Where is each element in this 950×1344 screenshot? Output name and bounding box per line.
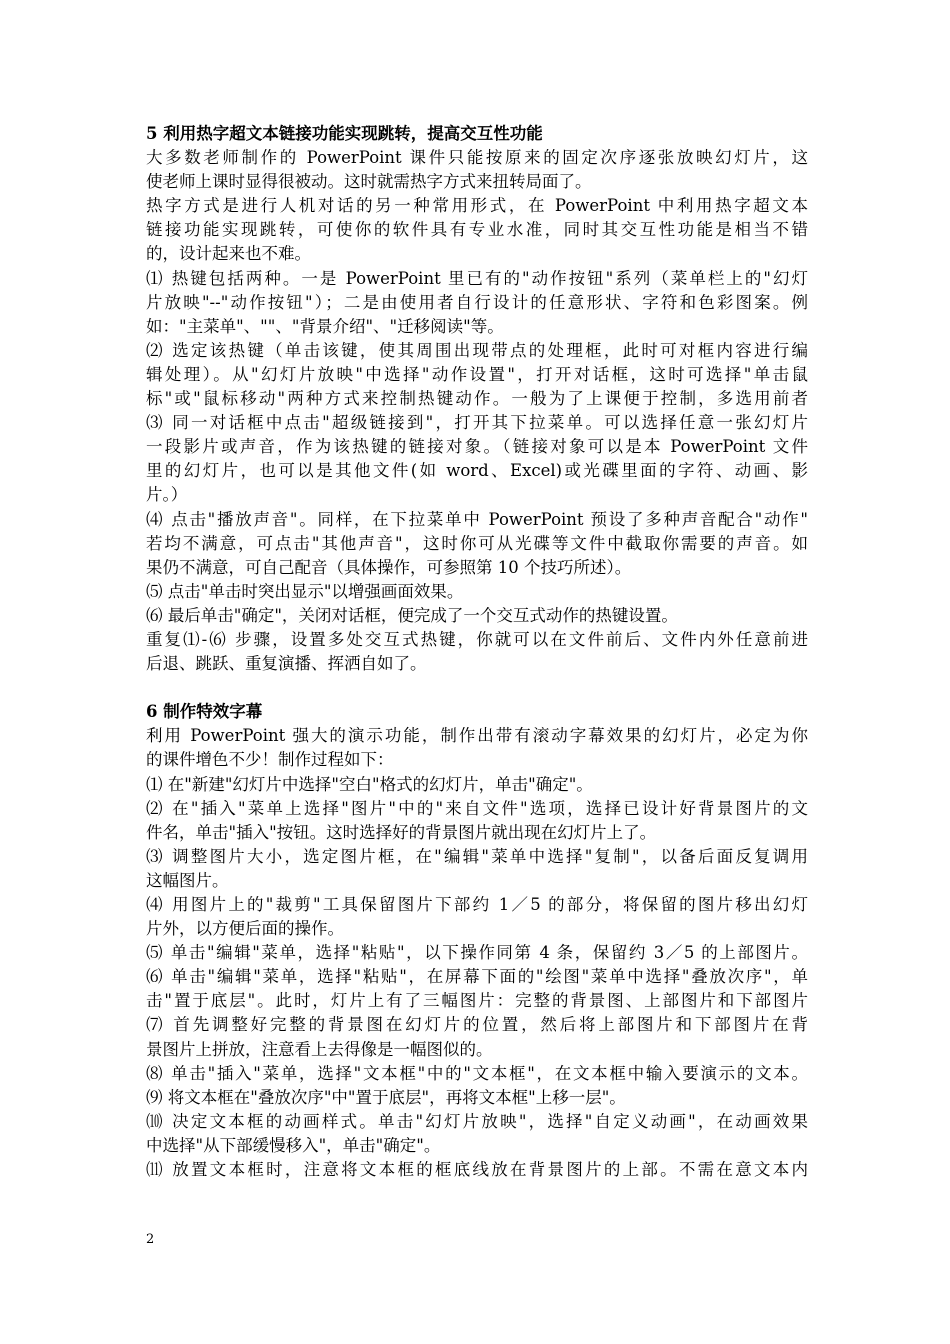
paragraph-line: ⑶ 同一对话框中点击"超级链接到"，打开其下拉菜单。可以选择任意一张幻灯片 [146,413,808,433]
paragraph-line: ⑸ 点击"单击时突出显示"以增强画面效果。 [146,581,464,601]
paragraph-line: 大多数老师制作的 PowerPoint 课件只能按原来的固定次序逐张放映幻灯片，这 [146,148,808,168]
paragraph-line: ⑽ 决定文本框的动画样式。单击"幻灯片放映"，选择"自定义动画"，在动画效果 [146,1111,808,1131]
paragraph-line: 果仍不满意，可自己配音（具体操作，可参照第 10 个技巧所述）。 [146,557,632,577]
paragraph-line: ⑵ 在"插入"菜单上选择"图片"中的"来自文件"选项，选择已设计好背景图片的文 [146,798,808,818]
paragraph-line: ⑸ 单击"编辑"菜单，选择"粘贴"，以下操作同第 4 条，保留约 3／5 的上部图片。 [146,943,808,963]
paragraph-line: 热字方式是进行人机对话的另一种常用形式，在 PowerPoint 中利用热字超文本 [146,196,808,216]
paragraph-line: ⑵ 选定该热键（单击该键，使其周围出现带点的处理框，此时可对框内容进行编 [146,340,808,360]
paragraph-line: 片。） [146,485,188,505]
paragraph-line: 这幅图片。 [146,870,229,890]
paragraph-line: 辑处理）。从"幻灯片放映"中选择"动作设置"，打开对话框，这时可选择"单击鼠 [146,364,808,384]
section-6-heading: 6 制作特效字幕 [146,702,263,722]
paragraph-line: ⑼ 将文本框在"叠放次序"中"置于底层"，再将文本框"上移一层"。 [146,1087,626,1107]
paragraph-line: ⑺ 首先调整好完整的背景图在幻灯片的位置，然后将上部图片和下部图片在背 [146,1015,808,1035]
paragraph-line: ⑴ 在"新建"幻灯片中选择"空白"格式的幻灯片，单击"确定"。 [146,774,593,794]
section-6-body [146,724,808,1182]
section-5-heading: 5 利用热字超文本链接功能实现跳转，提高交互性功能 [146,124,543,143]
section-5-body [146,146,808,676]
paragraph-line: ⑷ 用图片上的"裁剪"工具保留图片下部约 1／5 的部分，将保留的图片移出幻灯 [146,895,808,914]
paragraph-line: 中选择"从下部缓慢移入"，单击"确定"。 [146,1135,441,1155]
section-gap [146,676,808,700]
paragraph-line: 链接功能实现跳转，可使你的软件具有专业水准，同时其交互性功能是相当不错 [146,220,808,240]
paragraph-line: ⑾ 放置文本框时，注意将文本框的框底线放在背景图片的上部。不需在意文本内 [146,1160,808,1180]
paragraph-line: ⑴ 热键包括两种。一是 PowerPoint 里已有的"动作按钮"系列（菜单栏上的"幻灯 [146,268,809,288]
paragraph-line: 片外，以方便后面的操作。 [146,919,344,939]
paragraph-line: ⑶ 调整图片大小，选定图片框，在"编辑"菜单中选择"复制"，以备后面反复调用 [146,846,808,866]
paragraph-line: 使老师上课时显得很被动。这时就需热字方式来扭转局面了。 [146,172,592,192]
paragraph-line: 件名，单击"插入"按钮。这时选择好的背景图片就出现在幻灯片上了。 [146,822,657,842]
paragraph-line: 景图片上拼放，注意看上去得像是一幅图似的。 [146,1039,493,1059]
paragraph-line: ⑻ 单击"插入"菜单，选择"文本框"中的"文本框"，在文本框中输入要演示的文本。 [146,1063,808,1083]
paragraph-line: 击"置于底层"。此时，灯片上有了三幅图片：完整的背景图、上部图片和下部图片 [146,991,808,1011]
paragraph-line: 如："主菜单"、""、"背景介绍"、"迁移阅读"等。 [146,316,504,336]
paragraph-line: 标"或"鼠标移动"两种方式来控制热键动作。一般为了上课便于控制，多选用前者 [146,389,808,409]
paragraph-line: 的，设计起来也不难。 [146,244,311,264]
paragraph-line: 的课件增色不少！制作过程如下： [146,750,394,770]
document-page [146,122,808,1182]
paragraph-line: 里的幻灯片，也可以是其他文件(如 word、Excel)或光碟里面的字符、动画、影 [146,461,808,481]
paragraph-line: ⑹ 单击"编辑"菜单，选择"粘贴"，在屏幕下面的"绘图"菜单中选择"叠放次序"，单 [146,967,808,987]
paragraph-line: 重复⑴-⑹ 步骤，设置多处交互式热键，你就可以在文件前后、文件内外任意前进 [146,629,808,649]
paragraph-line: 一段影片或声音，作为该热键的链接对象。（链接对象可以是本 PowerPoint 文件 [146,437,808,457]
page-number: 2 [146,1232,155,1247]
paragraph-line: ⑹ 最后单击"确定"，关闭对话框，便完成了一个交互式动作的热键设置。 [146,605,678,625]
paragraph-line: 片放映"--"动作按钮"）；二是由使用者自行设计的任意形状、字符和色彩图案。例 [146,292,808,312]
paragraph-line: 利用 PowerPoint 强大的演示功能，制作出带有滚动字幕效果的幻灯片，必定为你 [146,726,808,746]
paragraph-line: 后退、跳跃、重复演播、挥洒自如了。 [146,654,427,674]
paragraph-line: ⑷ 点击"播放声音"。同样，在下拉菜单中 PowerPoint 预设了多种声音配合"动作" [146,509,808,529]
paragraph-line: 若均不满意，可点击"其他声音"，这时你可从光碟等文件中截取你需要的声音。如 [146,533,808,553]
